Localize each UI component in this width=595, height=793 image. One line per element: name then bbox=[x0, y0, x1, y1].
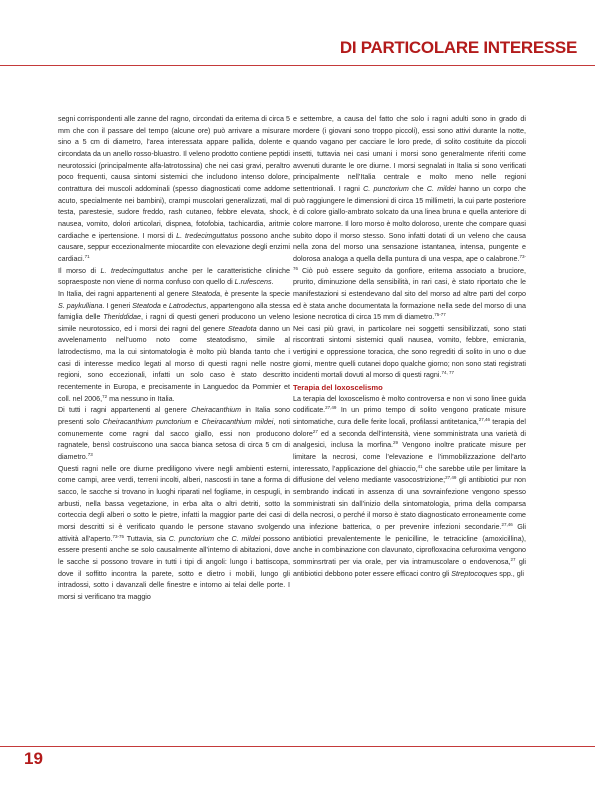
italic-term: Steatoda bbox=[132, 301, 161, 310]
text-run: possono anche causare, seppur eccezionalmente miocardite con elevazione degli enzimi cardiaci. bbox=[58, 231, 291, 263]
citation-ref: 72 bbox=[102, 393, 108, 399]
text-run: Ciò può essere seguito da gonfiore, eritema associato a bruciore, prurito, diminuzione della sensibilità, in rari casi, è stato riportato che le manifestazioni si estendevano dal sito del morso ad altre parti del corpo ed è stata anche documentata la formazione nella sede del morso di una lesione necrotica di circa 15 mm di diametro. bbox=[293, 266, 526, 322]
citation-ref: 27 bbox=[312, 428, 318, 434]
text-run: segni corrispondenti alle zanne del ragno, circondati da eritema di circa 5 mm che con il passare del tempo (alcune ore) può arrivare a misurare sino a 5 cm di diametro, l’area interessata appare pallida, dolente e circondata da un anello rosso-bluastro. Il veleno prodotto contiene peptidi neurotossici (principalmente alfa-latrotossina) che nei casi gravi, peraltro poco frequenti, causa sintomi sistemici che includono intenso dolore, contrattura dei muscoli addominali (spesso diagnosticati come addome acuto, specialmente nei bambini), crampi muscolari generalizzati, mal di testa, parestesie, sudore freddo, rash cutaneo, febbre elevata, shock, nausea, vomito, dolori articolari, dispnea, fotofobia, tachicardia, aritmie cardiache e ipertensione. I morsi di bbox=[58, 115, 290, 240]
text-run: terapia del dolore bbox=[293, 418, 526, 438]
text-run: che sarebbe utile per limitare la diffusione del veleno mediante vasocostrizione; bbox=[293, 464, 526, 485]
text-run: , noti comunemente come ragni dal sacco giallo, essi non producono ragnatele, bensì costruiscono una sacca bianca setosa di circa 5 cm di diametro. bbox=[58, 418, 290, 462]
citation-ref: 71 bbox=[84, 253, 90, 259]
paragraph bbox=[58, 405, 290, 463]
italic-term: C. punctorium bbox=[168, 534, 215, 543]
text-run: gli antibiotici pur non sembrando indicati in assenza di una sovrainfezione vengono spesso somministrati sin dall’inizio della sintomatologia, prima della comparsa della necrosi, o perché il morso è stato diagnosticato erroneamente come una infezione batterica, o per prevenire infezioni secondarie. bbox=[293, 476, 526, 531]
citation-ref: 27,46 bbox=[478, 417, 490, 423]
paragraph bbox=[58, 114, 290, 266]
citation-ref: 75-77 bbox=[434, 312, 446, 318]
text-run: Di tutti i ragni appartenenti al genere bbox=[58, 406, 192, 415]
paragraph bbox=[58, 464, 290, 604]
italic-term: Cheiracanthium mildei bbox=[201, 418, 274, 427]
text-run: spp., gli bbox=[497, 569, 524, 578]
text-run: Il morso di bbox=[58, 266, 101, 275]
text-run: che bbox=[408, 184, 427, 193]
citation-ref: 73-76 bbox=[293, 253, 526, 271]
italic-term: Cheiracanthium bbox=[191, 406, 242, 415]
text-run: La terapia del loxoscelismo è molto controversa e non vi sono linee guida codificate. bbox=[293, 394, 526, 415]
citation-ref: 27,49 bbox=[445, 475, 457, 481]
citation-ref: 41 bbox=[417, 463, 423, 469]
citation-ref: 29 bbox=[393, 440, 399, 446]
text-run: ed a seconda dell’intensità, viene somministrata una varietà di analgesici, inclusa la morfina. bbox=[293, 429, 526, 450]
text-run: Nei casi più gravi, in particolare nei soggetti sensibilizzati, sono stati riscontrati sintomi sistemici quali nausea, vomito, febbre, emicrania, vertigini e oppressione toracica, che sono regrediti di solito in uno o due giorni, mentre quelli cutanei dopo qualche giorno; non sono stati registrati incidenti mortali dovuti al morso di questi ragni. bbox=[293, 324, 526, 380]
text-run: e bbox=[191, 418, 202, 427]
italic-term: Steatoda bbox=[191, 289, 221, 298]
text-run: possono essere presenti anche se solo causalmente all’interno di abitazioni, dove le sacche si possono trovare in tutti i tipi di angoli: lungo i battiscopa, dove il soffitto incontra la parete, sotto e dietro i mobili, lungo gli intradossi, sotto i davanzali delle finestre e intorno ai telai delle porte. I morsi si verificano tra maggio bbox=[58, 534, 291, 601]
italic-term: C. mildei bbox=[231, 534, 261, 543]
italic-term: Theriddidae bbox=[103, 313, 141, 322]
footer-rule bbox=[0, 746, 595, 747]
italic-term: Steadota bbox=[228, 324, 257, 333]
text-run: Tuttavia, sia bbox=[124, 534, 169, 543]
italic-term: L. tredecimguttatus bbox=[100, 266, 164, 275]
text-run: e bbox=[160, 301, 169, 310]
text-run: ma nessuno in Italia. bbox=[107, 394, 175, 403]
section-title: DI PARTICOLARE INTERESSE bbox=[339, 38, 577, 57]
citation-ref: 74, 77 bbox=[441, 370, 454, 376]
italic-term: L. tredecimguttatus bbox=[176, 231, 238, 240]
text-run: In Italia, dei ragni appartenenti al genere bbox=[58, 289, 192, 298]
text-run: hanno un corpo che può raggiungere le dimensioni di circa 15 millimetri, la cui parte posteriore è di colore giallo-ambrato solcato da una linea bruna e quella anteriore di colore marrone. Il loro morso è molto doloroso, urente che compare quasi subito dopo il morso stesso. Sono infatti dotati di un veleno che causa nella zona del morso una sensazione istantanea, intensa, pungente e dolorosa analoga a quella della puntura di una vespa, ape o calabrone. bbox=[293, 184, 527, 263]
paragraph bbox=[58, 266, 290, 289]
page-number: 19 bbox=[24, 749, 43, 768]
right-column-body bbox=[293, 114, 526, 382]
paragraph bbox=[293, 324, 526, 382]
text-run: In un primo tempo di solito vengono praticate misure sintomatiche, cura delle ferite locali, profilassi antitetanica, bbox=[293, 406, 526, 427]
header-rule bbox=[0, 65, 595, 66]
italic-term: L.rufescens bbox=[234, 278, 272, 287]
text-run: Questi ragni nelle ore diurne prediligono vivere negli ambienti esterni, come campi, aree verdi, terreni incolti, alberi, nascosti in tane a forma di sacco, le sacche si trovano in luoghi riparati nel fogliame, in cespugli, in arbusti, nella bassa vegetazione, in erba alta o altri detriti, sotto la corteccia degli alberi o sotto le pietre, infatti la maggior parte dei casi di morsi descritti si è verificato quando le persone stavano svolgendo attività all’aperto. bbox=[58, 464, 290, 543]
left-column bbox=[58, 114, 290, 604]
text-run: . bbox=[271, 278, 274, 287]
text-run: , è presente la specie bbox=[220, 289, 290, 298]
citation-ref: 27,46 bbox=[501, 521, 513, 527]
text-run: gli antibiotici debbono poter essere efficaci contro gli bbox=[293, 557, 526, 578]
therapy-body bbox=[293, 394, 526, 581]
citation-ref: 73-75 bbox=[112, 533, 124, 539]
right-column bbox=[293, 114, 526, 580]
paragraph bbox=[58, 289, 290, 406]
italic-term: C. mildei bbox=[426, 184, 456, 193]
italic-term: S. paykulliana bbox=[58, 301, 103, 310]
citation-ref: 27 bbox=[510, 556, 516, 562]
text-run: e settembre, a causa del fatto che solo i ragni adulti sono in grado di mordere (i giovani sono troppo piccoli), essi sono attivi durante la notte, quando vagano per cacciare le loro prede, di solito costituite da piccoli insetti, tuttavia nei casi umani i morsi sono generalmente riferiti come avvenuti durante le ore diurne. I morsi segnalati in Italia si sono verificati principalmente nell’Italia centrale e molto meno nelle regioni settentrionali. I ragni bbox=[293, 115, 526, 193]
text-run: . I generi bbox=[102, 301, 133, 310]
text-run: Gli antibiotici prevalentemente le penicilline, le tetracicline (amoxicillina), anche in combinazione con clavunato, ciprofloxacina cefuroxima vengono somminsrtrati per via orale, per via intramuscolare o endovenosa, bbox=[293, 522, 527, 566]
text-run: danno un avvelenamento nell’uomo noto come steatodismo, simile al latrodectismo, ma la cui sintomatologia è molto più blanda tanto che i casi di interesse medico legati al morso di questi ragni nelle nostre regioni, sono eccezionali, infatti un solo caso è stato descritto recentemente in Europa, e precisamente in Languedoc da Pommier et coll. nel 2006, bbox=[58, 324, 290, 403]
italic-term: Cheiracanthium punctorium bbox=[102, 418, 192, 427]
paragraph bbox=[293, 394, 526, 581]
text-run: in Italia sono presenti solo bbox=[58, 406, 290, 427]
text-run: che bbox=[214, 534, 232, 543]
citation-ref: 73 bbox=[87, 452, 93, 458]
italic-term: Streptocoques bbox=[451, 569, 498, 578]
italic-term: C. punctorium bbox=[363, 184, 409, 193]
text-run: , appartengono alla stessa famiglia delle bbox=[58, 301, 290, 322]
italic-term: Latrodectus bbox=[168, 301, 207, 310]
paragraph bbox=[293, 114, 526, 324]
text-run: Vengono inoltre praticate misure per limitare la necrosi, come l’elevazione e l’immobilizzazione dell’arto interessato, l’applicazione del ghiaccio, bbox=[293, 441, 526, 473]
text-run: anche per le caratteristiche cliniche sopraesposte non viene di norma confuso con quello di bbox=[58, 266, 290, 287]
citation-ref: 27,49 bbox=[325, 405, 337, 411]
text-run: , i ragni di questi generi producono un veleno simile neurotossico, ed i morsi dei ragni del genere bbox=[58, 313, 290, 333]
section-subheading: Terapia del loxoscelismo bbox=[293, 383, 383, 393]
